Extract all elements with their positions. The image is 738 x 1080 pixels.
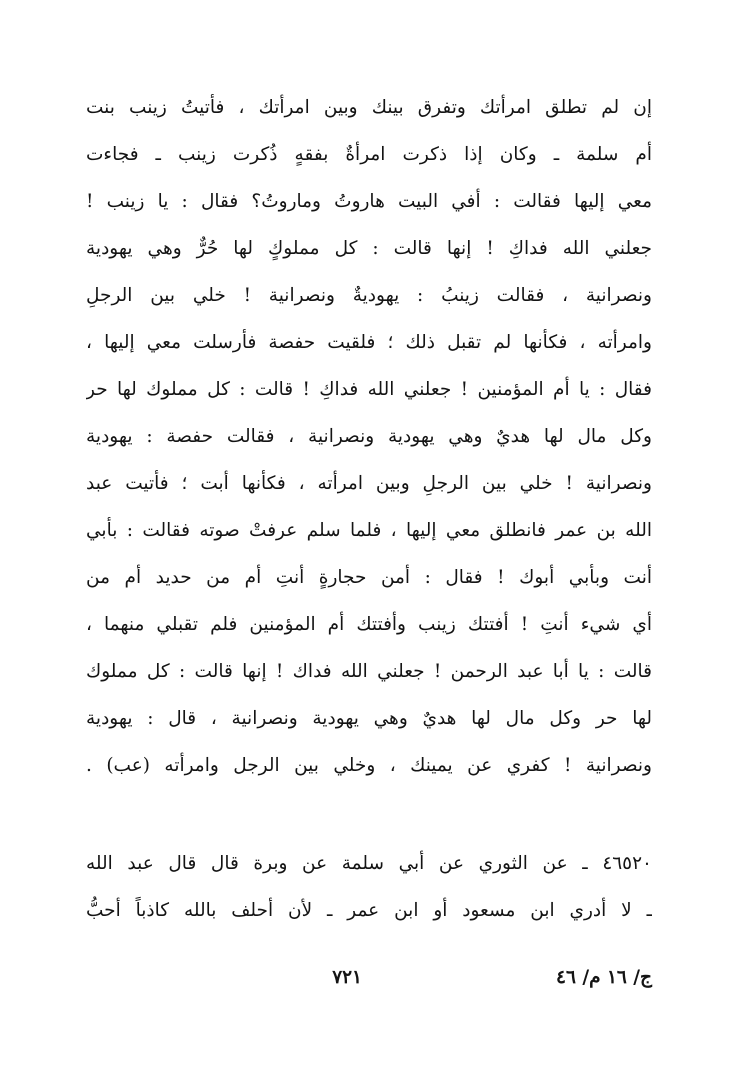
page-footer	[86, 958, 652, 998]
text-line: قالت : يا أبا عبد الرحمن ! جعلني الله فداك ! إنها قالت : كل مملوك	[86, 661, 652, 682]
text-line: فقال : يا أم المؤمنين ! جعلني الله فداكِ ! قالت : كل مملوك لها حر	[86, 379, 652, 400]
text-line: ونصرانية ! كفري عن يمينك ، وخلي بين الرجل وامرأته (عب) .	[86, 755, 652, 776]
main-text-block	[86, 84, 652, 789]
text-line: أنت وبأبي أبوك ! فقال : أمن حجارةٍ أنتِ أم من حديد أم من	[86, 567, 652, 588]
text-line: وامرأته ، فكأنها لم تقبل ذلك ؛ فلقيت حفصة فأرسلت معي إليها ،	[86, 332, 652, 353]
volume-reference: ج/ ١٦ م/ ٤٦	[556, 967, 652, 988]
text-line: أم سلمة ـ وكان إذا ذكرت امرأةٌ بفقهٍ ذُكرت زينب ـ فجاءت	[86, 144, 652, 165]
text-line: أي شيء أنتِ ! أفتتك زينب وأفتتك أم المؤمنين فلم تقبلي منهما ،	[86, 614, 652, 635]
hadith-line: ـ لا أدري ابن مسعود أو ابن عمر ـ لأن أحلف بالله كاذباً أحبُّ	[86, 900, 652, 921]
text-line: إن لم تطلق امرأتك وتفرق بينك وبين امرأتك ، فأتيتُ زينب بنت	[86, 97, 652, 118]
text-line: معي إليها فقالت : أفي البيت هاروتُ وماروتُ؟ فقال : يا زينب !	[86, 191, 652, 212]
text-line: جعلني الله فداكِ ! إنها قالت : كل مملوكٍ لها حُرٌّ وهي يهودية	[86, 238, 652, 259]
text-line: ونصرانية ! خلي بين الرجلِ وبين امرأته ، فكأنها أبت ؛ فأتيت عبد	[86, 473, 652, 494]
text-line: ونصرانية ، فقالت زينبُ : يهوديةٌ ونصرانية ! خلي بين الرجلِ	[86, 285, 652, 306]
text-line: لها حر وكل مال لها هديٌ وهي يهودية ونصرانية ، قال : يهودية	[86, 708, 652, 729]
text-line: وكل مال لها هديٌ وهي يهودية ونصرانية ، فقالت حفصة : يهودية	[86, 426, 652, 447]
hadith-entry	[86, 840, 652, 934]
text-line: الله بن عمر فانطلق معي إليها ، فلما سلم عرفتْ صوته فقالت : بأبي	[86, 520, 652, 541]
page-number: ٧٢١	[332, 967, 362, 988]
hadith-line: ٤٦٥٢٠ ـ عن الثوري عن أبي سلمة عن وبرة قال قال عبد الله	[86, 853, 652, 874]
